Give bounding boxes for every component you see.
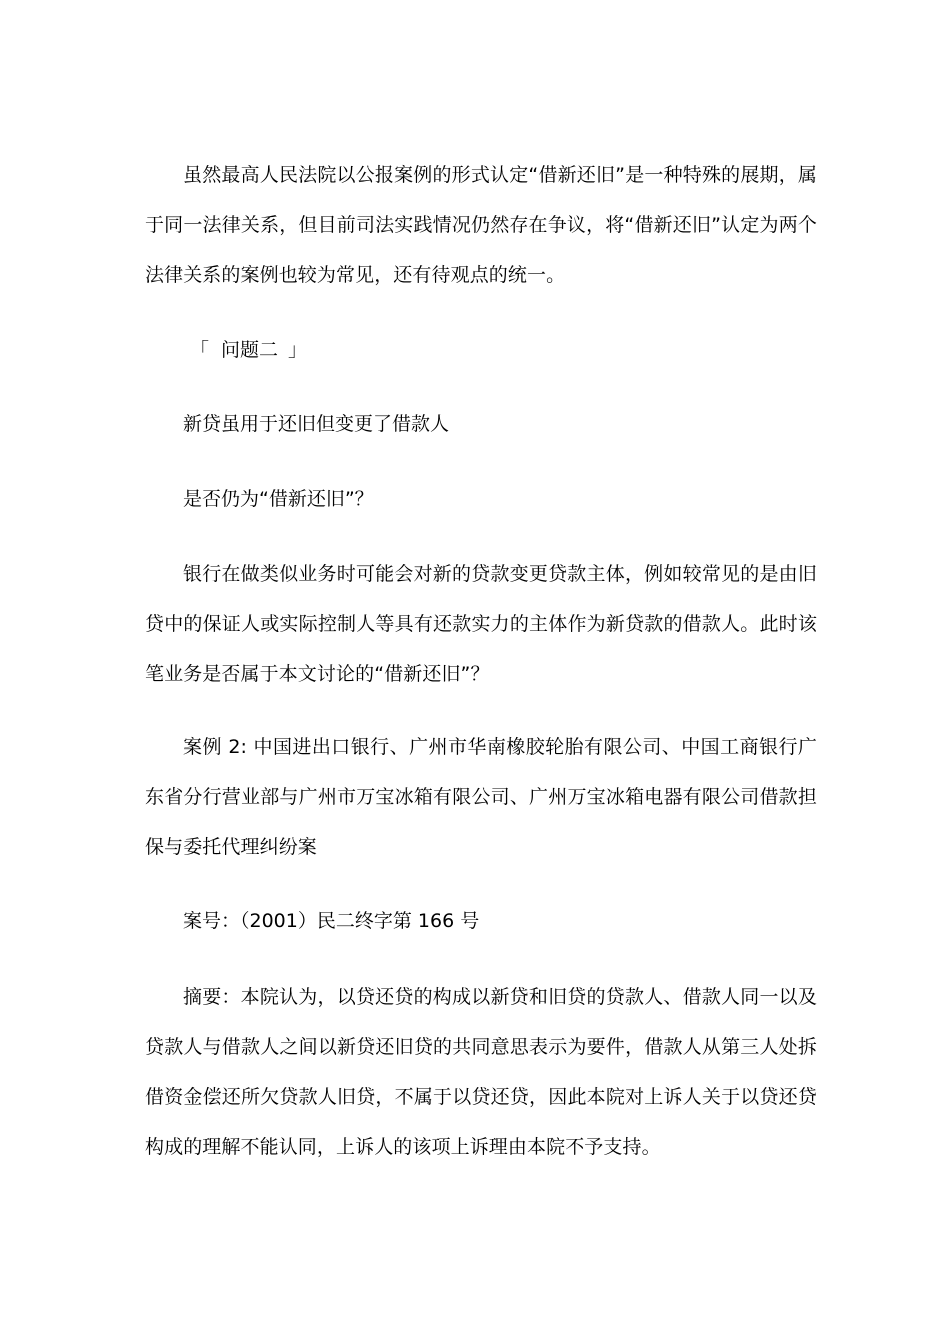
bracket-close: 」 [288,339,308,361]
question-line-1: 新贷虽用于还旧但变更了借款人 [183,413,450,435]
question-title: 问题二 [221,339,279,361]
paragraph-discussion: 银行在做类似业务时可能会对新的贷款变更贷款主体，例如较常见的是由旧贷中的保证人或实际控制人等具有还款实力的主体作为新贷款的借款人。此时该笔业务是否属于本文讨论的“借新还旧”？ [145,563,817,685]
question-line-2: 是否仍为“借新还旧”？ [183,488,374,510]
question-heading [190,325,307,375]
bracket-open: 「 [190,339,210,361]
case-number: 案号：（2001）民二终字第 166 号 [183,910,480,932]
paragraph-summary: 摘要：本院认为，以贷还贷的构成以新贷和旧贷的贷款人、借款人同一以及贷款人与借款人之间以新贷还旧贷的共同意思表示为要件，借款人从第三人处拆借资金偿还所欠贷款人旧贷，不属于以贷还贷，因此本院对上诉人关于以贷还贷构成的理解不能认同，上诉人的该项上诉理由本院不予支持。 [145,986,817,1158]
paragraph-intro: 虽然最高人民法院以公报案例的形式认定“借新还旧”是一种特殊的展期，属于同一法律关系，但目前司法实践情况仍然存在争议，将“借新还旧”认定为两个法律关系的案例也较为常见，还有待观点的统一。 [145,164,817,286]
paragraph-case: 案例 2: 中国进出口银行、广州市华南橡胶轮胎有限公司、中国工商银行广东省分行营业部与广州市万宝冰箱有限公司、广州万宝冰箱电器有限公司借款担保与委托代理纠纷案 [145,736,817,858]
